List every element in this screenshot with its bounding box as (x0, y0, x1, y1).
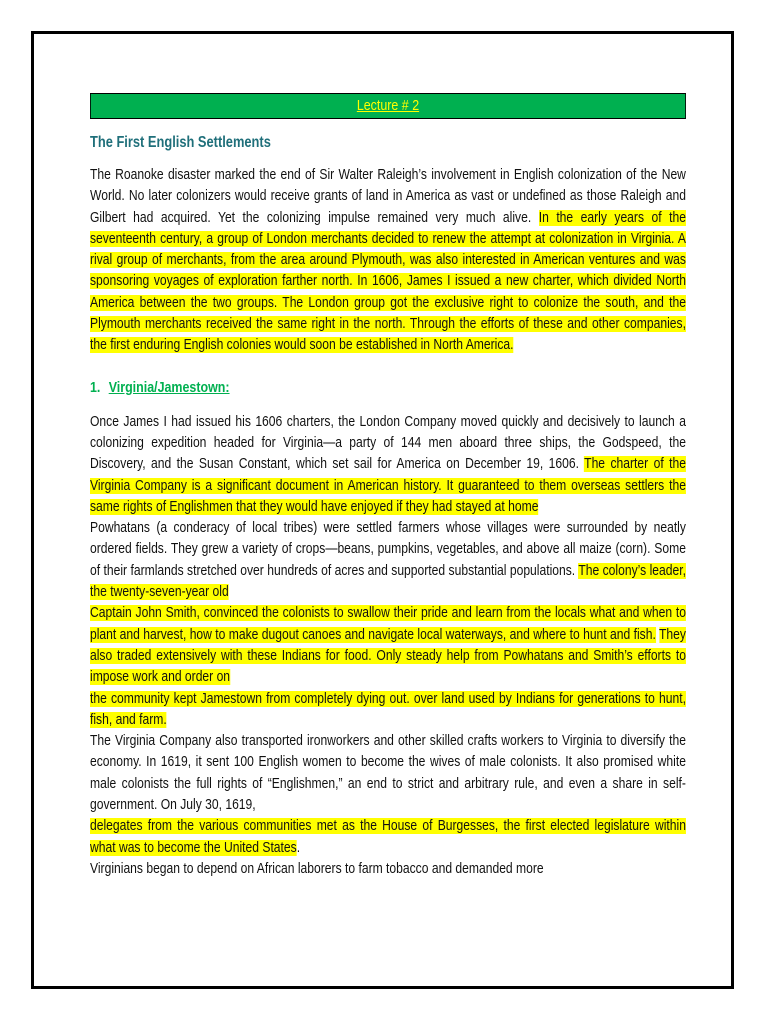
lecture-banner (90, 93, 686, 119)
paragraph-text: . (296, 839, 301, 856)
highlight-text: The colony’s leader, the twenty-seven-year old (90, 562, 686, 601)
highlight-text: The charter of the Virginia Company is a significant document in American history. It guaranteed to them overseas settlers the same rights of Englishmen that they would have enjoyed if they had stayed at home (90, 456, 686, 515)
intro-paragraph (90, 165, 686, 357)
intro-highlight: In the early years of the seventeenth century, a group of London merchants decided to renew the attempt at colonization in Virginia. A rival group of merchants, from the area around Plymouth, was also interested in American ventures and was sponsoring voyages of exploration farther north. In 1606, James I issued a new charter, which divided North America between the two groups. The London group got the exclusive right to colonize the south, and the Plymouth merchants received the same right in the north. Through the efforts of these and other companies, the first enduring English colonies would soon be established in North America. (90, 209, 686, 354)
highlight-text: delegates from the various communities met as the House of Burgesses, the first elected legislature within what was to become the United States (90, 818, 686, 856)
lecture-title: Lecture # 2 (356, 97, 420, 114)
paragraph-text: Powhatans (a conderacy of local tribes) were settled farmers whose villages were surrounded by neatly ordered fields. They grew a variety of crops—beans, pumpkins, vegetables, and above all maize (corn). Some of their farmlands stretched over hundreds of acres and supported substantial populations. (90, 520, 686, 579)
highlight-text: the community kept Jamestown from completely dying out. over land used by Indians for generations to hunt, fish, and farm. (90, 690, 686, 728)
section-title: The First English Settlements (90, 134, 271, 151)
subsection-number: 1. (90, 378, 101, 396)
paragraph-text: Once James I had issued his 1606 charters, the London Company moved quickly and decisively to launch a colonizing expedition headed for Virginia—a party of 144 men aboard three ships, the Godspeed, the Discovery, and the Susan Constant, which set sail for America on December 19, 1606. (90, 413, 686, 473)
paragraph-community (90, 689, 686, 732)
paragraph-text: The Virginia Company also transported ironworkers and other skilled crafts workers to Virginia to diversify the economy. In 1619, it sent 100 English women to become the wives of male colonists. It also promised white male colonists the full rights of “Englishmen,” an end to strict and arbitrary rule, and even a share in self-government. On July 30, 1619, (90, 733, 686, 814)
document-content (90, 93, 686, 880)
highlight-text: They also traded extensively with these Indians for food. Only steady help from Powhatans and Smith’s efforts to impose work and order on (90, 626, 686, 686)
intro-text: The Roanoke disaster marked the end of Sir Walter Raleigh’s involvement in English colonization of the New World. No later colonizers would receive grants of land in America as vast or undefined as those Raleigh and Gilbert had acquired. Yet the colonizing impulse remained very much alive. (90, 167, 686, 226)
paragraph-john-smith (90, 603, 686, 688)
paragraph-powhatans (90, 518, 686, 603)
subsection-title: Virginia/Jamestown: (108, 378, 230, 396)
paragraph-text: Virginians began to depend on African laborers to farm tobacco and demanded more (90, 860, 544, 877)
paragraph-african-laborers (90, 859, 686, 880)
paragraph-virginia-company (90, 731, 686, 816)
paragraph-burgesses (90, 816, 686, 859)
highlight-text: Captain John Smith, convinced the colonists to swallow their pride and learn from the locals what and when to plant and harvest, how to make dugout canoes and navigate local waterways, and where to hunt and fish. (90, 605, 686, 643)
paragraph-expedition (90, 412, 686, 518)
subsection-heading (90, 378, 686, 398)
